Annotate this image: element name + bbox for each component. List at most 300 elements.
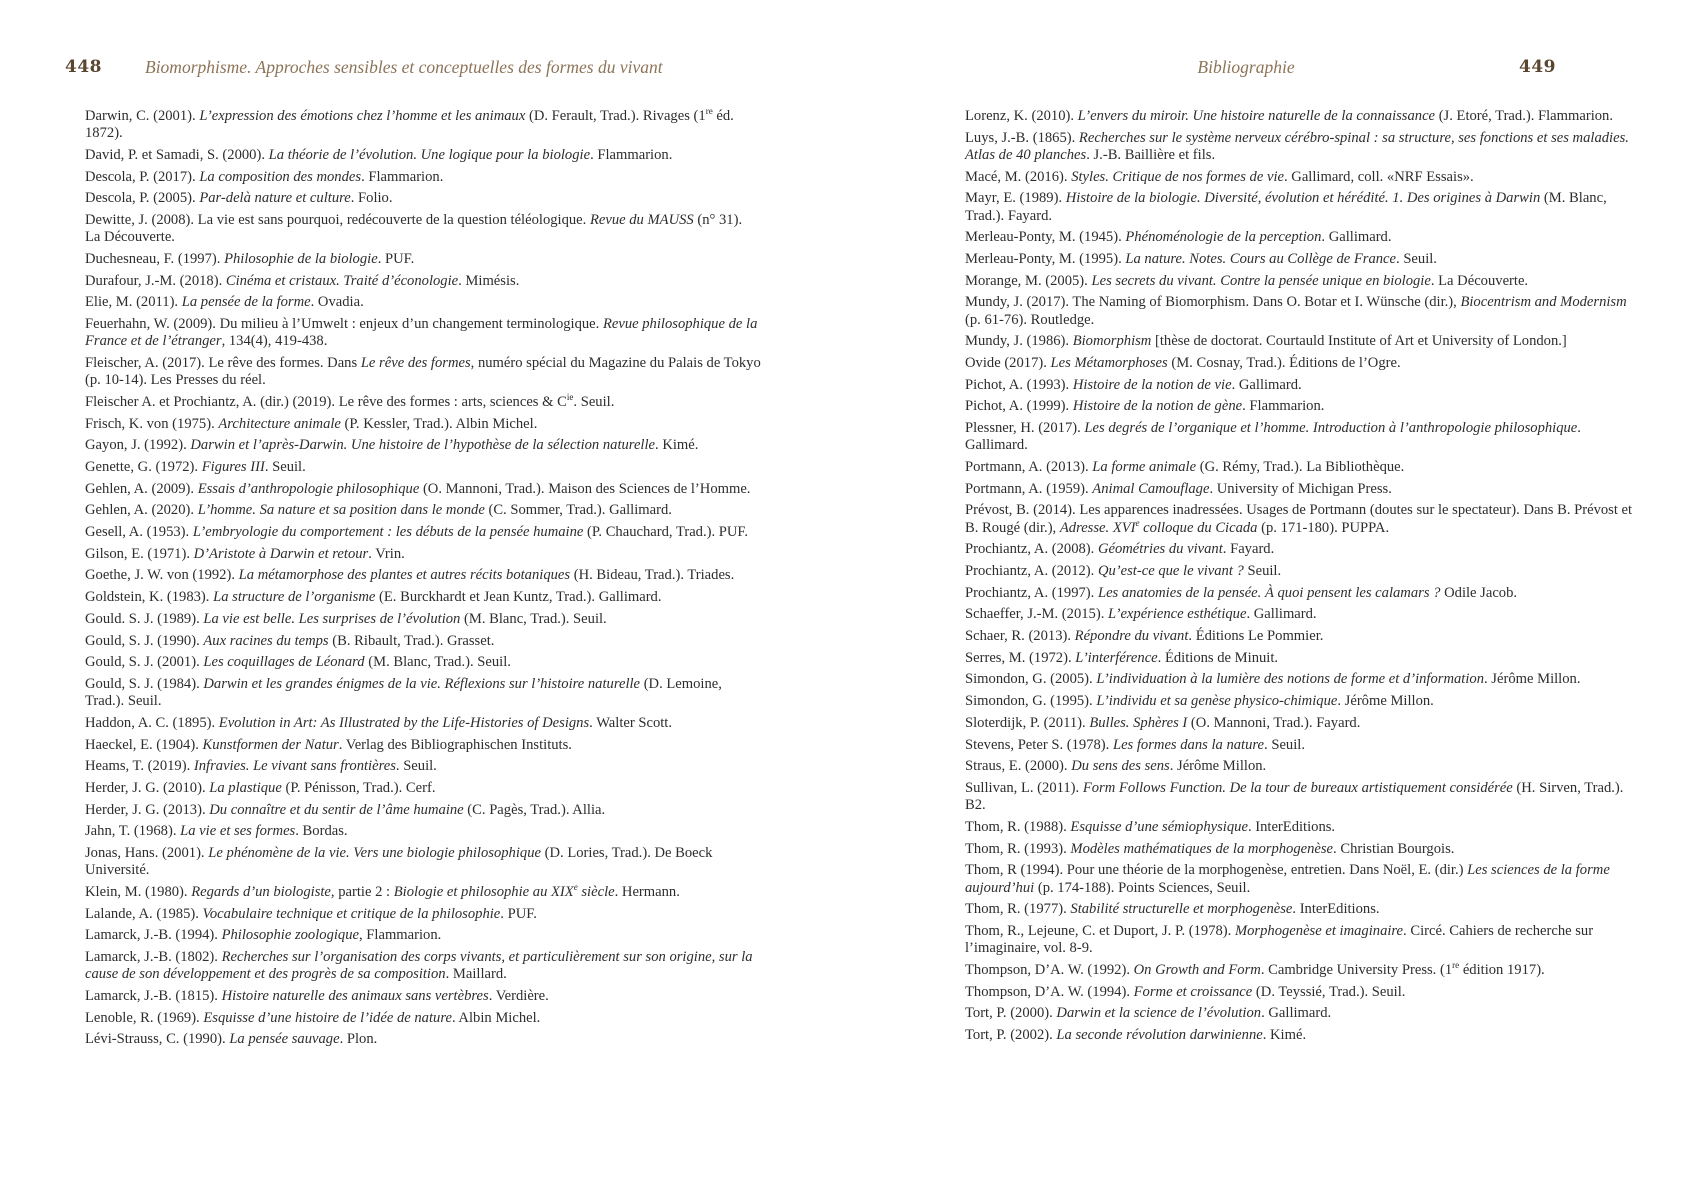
reference-text-segment: Heams, T. (2019). [85,758,194,775]
reference-entry [965,650,1637,667]
reference-entry [965,130,1637,164]
reference-entry [965,169,1637,186]
reference-text-segment: La plastique [209,780,282,796]
reference-text-segment: Darwin et les grandes énigmes de la vie. Réflexions sur l’histoire naturelle [203,675,641,692]
reference-text-segment: (C. Sommer, Trad.). Gallimard. [484,502,672,519]
reference-entry [965,190,1637,224]
reference-entry [85,823,761,840]
reference-text-segment: Klein, M. (1980). [85,884,192,901]
reference-text-segment: . Albin Michel. [451,1009,541,1026]
reference-text-segment: . Vrin. [368,545,405,562]
reference-text-segment: Herder, J. G. (2013). [85,801,210,818]
reference-text-segment: . Seuil. [573,393,615,410]
reference-text-segment: . Kimé. [1262,1026,1307,1043]
reference-entry [965,628,1637,645]
reference-entry [965,984,1637,1001]
reference-entry [85,391,761,411]
reference-text-segment: Schaeffer, J.-M. (2015). [965,606,1109,623]
reference-text-segment: Frisch, K. von (1975). [85,415,219,432]
reference-text-segment: Darwin, C. (2001). [85,108,200,124]
reference-entry [85,546,761,563]
reference-text-segment: Jonas, Hans. (2001). [85,845,209,862]
reference-entry [85,416,761,433]
reference-text-segment: Morphogenèse et imaginaire [1234,922,1404,939]
reference-text-segment: . University of Michigan Press. [1209,480,1392,497]
reference-text-segment: Herder, J. G. (2010). [85,780,210,796]
reference-text-segment: (M. Blanc, Trad.). Seuil. [364,654,511,671]
reference-text-segment: Revue du MAUSS [589,212,694,229]
reference-entry [85,949,761,983]
reference-text-segment: (H. Bideau, Trad.). Triades. [570,567,735,584]
reference-text-segment: Biomorphism [1072,333,1152,350]
reference-text-segment: (P. Chauchard, Trad.). PUF. [583,524,749,541]
reference-text-segment: Lorenz, K. (2010). [965,108,1078,124]
reference-text-segment: . Jérôme Millon. [1484,671,1581,688]
reference-entry [965,715,1637,732]
reference-text-segment: La vie est belle. Les surprises de l’évolution [203,610,461,627]
reference-text-segment: Dewitte, J. (2008). La vie est sans pourquoi, redécouverte de la question téléologique. [85,212,590,229]
reference-text-segment: Histoire de la notion de gène [1072,398,1243,415]
reference-text-segment: Lalande, A. (1985). [85,905,203,922]
reference-text-segment: L’envers du miroir. Une histoire naturelle de la connaissance [1077,108,1436,124]
reference-entry [965,959,1637,979]
reference-text-segment: L’homme. Sa nature et sa position dans le monde [197,502,485,519]
reference-text-segment: Stabilité structurelle et morphogenèse [1070,901,1293,918]
reference-entry [85,524,761,541]
reference-text-segment: Du connaître et du sentir de l’âme humaine [209,801,464,818]
reference-text-segment: Biologie et philosophie au XIX [393,884,574,901]
reference-text-segment: Cinéma et cristaux. Traité d’éconologie [225,272,459,289]
reference-text-segment: . Maillard. [445,966,507,983]
page-number-right: 449 [1519,57,1556,77]
reference-text-segment: , 134(4), 419-438. [221,333,328,350]
reference-text-segment: . Folio. [350,190,393,207]
reference-entry [85,251,761,268]
reference-text-segment: Gould. S. J. (1989). [85,610,204,627]
reference-text-segment: . Walter Scott. [589,714,673,731]
reference-text-segment: Macé, M. (2016). [965,168,1072,185]
reference-text-segment: Descola, P. (2017). [85,168,200,185]
reference-text-segment: La forme animale [1092,458,1197,475]
reference-entry [85,676,761,710]
reference-text-segment: Le phénomène de la vie. Vers une biologie philosophique [208,845,541,862]
reference-text-segment: . Seuil. [1264,736,1305,753]
reference-text-segment: La théorie de l’évolution. Une logique pour la biologie [268,146,591,163]
reference-text-segment: Haeckel, E. (1904). [85,736,203,753]
reference-text-segment: (H. Sirven, Trad.). B2. [965,780,1624,814]
reference-text-segment: (O. Mannoni, Trad.). Maison des Sciences de l’Homme. [419,480,751,497]
reference-text-segment: Revue philosophique de la France et de l’étranger [85,316,758,350]
reference-text-segment: Thom, R (1994). Pour une théorie de la morphogenèse, entretien. Dans Noël, E. (dir.) [965,862,1468,879]
reference-text-segment: . Gallimard. [1321,229,1392,246]
reference-text-segment: . Jérôme Millon. [1337,693,1434,710]
reference-text-segment: Philosophie de la biologie [224,250,378,267]
reference-text-segment: (M. Blanc, Trad.). Fayard. [965,190,1607,224]
reference-text-segment: Genette, G. (1972). [85,458,202,475]
reference-text-segment: . Jérôme Millon. [1169,758,1267,775]
reference-text-segment: Styles. Critique de nos formes de vie [1071,168,1284,185]
reference-text-segment: . Gallimard. [965,420,1581,454]
reference-text-segment: Fleischer A. et Prochiantz, A. (dir.) (2019). Le rêve des formes : arts, sciences & C [85,393,567,410]
reference-text-segment: Prochiantz, A. (1997). [965,584,1098,601]
reference-entry [85,884,761,901]
reference-text-segment: Architecture animale [218,415,341,432]
reference-entry [965,671,1637,688]
reference-text-segment: Plessner, H. (2017). [965,420,1085,437]
reference-entry [85,212,761,246]
reference-text-segment: L’interférence [1075,649,1158,666]
reference-entry [85,273,761,290]
reference-text-segment: Thom, R. (1988). [965,818,1071,835]
reference-entry [965,355,1637,372]
reference-text-segment: Qu’est-ce que le vivant ? [1097,562,1244,579]
reference-text-segment: Mundy, J. (2017). The Naming of Biomorphism. Dans O. Botar et I. Wünsche (dir.), [965,294,1461,311]
reference-text-segment: Essais d’anthropologie philosophique [197,480,420,497]
reference-text-segment: La seconde révolution darwinienne [1056,1026,1263,1043]
reference-entry [965,459,1637,476]
reference-text-segment: (G. Rémy, Trad.). La Bibliothèque. [1196,458,1405,475]
reference-text-segment: Par-delà nature et culture [199,190,351,207]
reference-entry [965,273,1637,290]
reference-text-segment: Recherches sur le système nerveux cérébro-spinal : sa structure, ses fonctions et ses maladies. Atlas de 40 planches [965,129,1629,163]
reference-text-segment: (D. Teyssié, Trad.). Seuil. [1252,983,1406,1000]
reference-text-segment: Gould, S. J. (1984). [85,675,204,692]
reference-text-segment: Simondon, G. (2005). [965,671,1097,688]
reference-entry [965,481,1637,498]
reference-text-segment: . Christian Bourgois. [1333,840,1455,857]
reference-entry [85,845,761,879]
reference-entry [85,355,761,389]
reference-text-segment: re [705,106,713,117]
reference-text-segment: La nature. Notes. Cours au Collège de France [1125,250,1397,267]
reference-entry [85,906,761,923]
reference-text-segment: Histoire naturelle des animaux sans vertèbres [221,988,489,1005]
reference-text-segment: . Hermann. [614,884,680,901]
reference-entry [965,819,1637,836]
reference-entry [85,988,761,1005]
reference-text-segment: Luys, J.-B. (1865). [965,129,1079,146]
reference-text-segment: Gehlen, A. (2020). [85,502,198,519]
reference-text-segment: siècle [577,884,615,901]
reference-text-segment: e [1135,517,1140,528]
reference-entry [85,169,761,186]
reference-entry [85,737,761,754]
running-title-left: Biomorphisme. Approches sensibles et conceptuelles des formes du vivant [145,57,663,77]
reference-text-segment: Animal Camouflage [1092,480,1210,497]
reference-text-segment: Pichot, A. (1993). [965,376,1073,393]
reference-text-segment: Les Métamorphoses [1050,354,1168,371]
reference-text-segment: Form Follows Function. De la tour de bureaux artistiquement considérée [1082,780,1513,796]
reference-text-segment: . PUF. [500,905,537,922]
reference-text-segment: Pichot, A. (1999). [965,398,1073,415]
reference-text-segment: . Mimésis. [458,272,520,289]
reference-entry [85,502,761,519]
reference-text-segment: , numéro spécial du Magazine du Palais de Tokyo (p. 10-14). Les Presses du réel. [85,354,761,389]
reference-text-segment: . Fayard. [1222,541,1275,558]
reference-text-segment: Feuerhahn, W. (2009). Du milieu à l’Umwelt : enjeux d’un changement terminologique. [85,316,603,333]
reference-entry [85,481,761,498]
reference-text-segment: La vie et ses formes [180,823,296,840]
reference-text-segment: . Seuil. [395,758,437,775]
reference-text-segment: . Circé. Cahiers de recherche sur l’imaginaire, vol. 8-9. [965,922,1594,957]
reference-text-segment: Les secrets du vivant. Contre la pensée unique en biologie [1091,272,1431,289]
reference-text-segment: Simondon, G. (1995). [965,693,1097,710]
reference-text-segment: Prochiantz, A. (2012). [965,562,1098,579]
reference-text-segment: Merleau-Ponty, M. (1995). [965,250,1126,267]
reference-text-segment: Lamarck, J.-B. (1802). [85,949,222,966]
reference-entry [965,862,1637,896]
reference-text-segment: Seuil. [1243,562,1282,579]
reference-text-segment: La structure de l’organisme [213,589,376,606]
reference-text-segment: (B. Ribault, Trad.). Grasset. [328,632,495,649]
reference-text-segment: Géométries du vivant [1097,541,1223,558]
reference-text-segment: . Verlag des Bibliographischen Instituts. [338,736,572,753]
reference-text-segment: Modèles mathématiques de la morphogenèse [1070,840,1334,857]
reference-entry [85,780,761,797]
reference-entry [965,294,1637,328]
reference-entry [965,901,1637,918]
reference-entry [965,780,1637,814]
reference-entry [965,563,1637,580]
reference-text-segment: Gesell, A. (1953). [85,524,193,541]
reference-text-segment: colloque du Cicada [1139,519,1258,536]
reference-text-segment: Descola, P. (2005). [85,190,200,207]
reference-text-segment: . Éditions de Minuit. [1157,649,1279,666]
reference-text-segment: Darwin et l’après-Darwin. Une histoire de l’hypothèse de la sélection naturelle [190,437,656,454]
reference-text-segment: On Growth and Form [1133,961,1261,978]
reference-text-segment: Forme et croissance [1133,983,1253,1000]
reference-text-segment: (P. Pénisson, Trad.). Cerf. [281,780,436,796]
reference-text-segment: Stevens, Peter S. (1978). [965,736,1113,753]
reference-entry [85,633,761,650]
reference-text-segment: Gould, S. J. (1990). [85,632,204,649]
running-title-right: Bibliographie [1197,57,1295,77]
reference-text-segment: Lévi-Strauss, C. (1990). [85,1031,230,1048]
reference-text-segment: Portmann, A. (2013). [965,458,1093,475]
reference-entry [85,654,761,671]
reference-text-segment: . Verdière. [488,988,549,1005]
reference-text-segment: Prochiantz, A. (2008). [965,541,1098,558]
reference-entry [85,316,761,350]
reference-text-segment: Biocentrism and Modernism [1460,294,1627,311]
reference-entry [965,606,1637,623]
reference-text-segment: Elie, M. (2011). [85,294,182,311]
reference-text-segment: Portmann, A. (1959). [965,480,1093,497]
reference-entry [965,229,1637,246]
reference-text-segment: Evolution in Art: As Illustrated by the Life-Histories of Designs [218,714,590,731]
reference-entry [965,502,1637,536]
reference-text-segment: Durafour, J.-M. (2018). [85,272,226,289]
reference-text-segment: Bulles. Sphères I [1089,714,1188,731]
reference-text-segment: Kunstformen der Natur [202,736,339,753]
reference-text-segment: Esquisse d’une sémiophysique [1070,818,1248,835]
reference-text-segment: . InterEditions. [1247,818,1336,835]
reference-text-segment: David, P. et Samadi, S. (2000). [85,146,269,163]
reference-text-segment: . Bordas. [295,823,348,840]
reference-text-segment: (M. Blanc, Trad.). Seuil. [460,610,607,627]
reference-text-segment: Serres, M. (1972). [965,649,1076,666]
reference-entry [85,147,761,164]
reference-text-segment: Les formes dans la nature [1112,736,1265,753]
reference-text-segment: Duchesneau, F. (1997). [85,250,225,267]
reference-text-segment: . PUF. [377,250,415,267]
reference-text-segment: Aux racines du temps [203,632,329,649]
reference-text-segment: Du sens des sens [1071,758,1170,775]
reference-entry [965,841,1637,858]
reference-text-segment: éd. 1872). [85,108,734,142]
reference-text-segment: (D. Lemoine, Trad.). Seuil. [85,675,722,710]
reference-text-segment: Ovide (2017). [965,354,1051,371]
reference-text-segment: e [573,882,578,893]
reference-entry [965,420,1637,454]
reference-text-segment: Tort, P. (2000). [965,1005,1057,1022]
reference-text-segment: Fleischer, A. (2017). Le rêve des formes. Dans [85,354,361,371]
reference-text-segment: Infravies. Le vivant sans frontières [193,758,396,775]
reference-text-segment: Straus, E. (2000). [965,758,1072,775]
reference-text-segment: . Gallimard. [1261,1005,1332,1022]
reference-entry [965,923,1637,957]
references-left [85,108,761,1053]
reference-text-segment: Gayon, J. (1992). [85,437,191,454]
reference-text-segment: Thom, R. (1993). [965,840,1071,857]
reference-text-segment: (p. 61-76). Routledge. [965,311,1095,328]
reference-text-segment: . Cambridge University Press. (1 [1260,961,1453,978]
reference-text-segment: Les coquillages de Léonard [203,654,365,671]
reference-text-segment: , Flammarion. [359,927,442,944]
reference-text-segment: Thompson, D’A. W. (1994). [965,983,1134,1000]
reference-text-segment: . Kimé. [655,437,699,454]
reference-text-segment: Mundy, J. (1986). [965,333,1073,350]
reference-text-segment: Répondre du vivant [1074,628,1189,645]
reference-text-segment: édition 1917). [1459,961,1545,978]
reference-text-segment: Esquisse d’une histoire de l’idée de nature [203,1009,452,1026]
reference-text-segment: Jahn, T. (1968). [85,823,181,840]
reference-entry [85,1031,761,1048]
reference-entry [965,108,1637,125]
reference-text-segment: La pensée sauvage [229,1031,340,1048]
reference-text-segment: Vocabulaire technique et critique de la philosophie [202,905,501,922]
reference-text-segment: Lenoble, R. (1969). [85,1009,204,1026]
reference-text-segment: (J. Etoré, Trad.). Flammarion. [1435,108,1613,124]
reference-text-segment: Lamarck, J.-B. (1994). [85,927,222,944]
reference-entry [965,251,1637,268]
reference-text-segment: Goethe, J. W. von (1992). [85,567,239,584]
reference-text-segment: Histoire de la notion de vie [1072,376,1232,393]
reference-entry [85,758,761,775]
reference-text-segment: Adresse. XVI [1059,519,1136,536]
reference-entry [965,737,1637,754]
reference-text-segment: (C. Pagès, Trad.). Allia. [463,801,606,818]
reference-text-segment: Les degrés de l’organique et l’homme. Introduction à l’anthropologie philosophique [1084,420,1578,437]
reference-text-segment: (p. 174-188). Points Sciences, Seuil. [1034,879,1251,896]
reference-text-segment: re [1452,959,1460,970]
reference-text-segment: Thom, R. (1977). [965,901,1071,918]
reference-text-segment: . Gallimard, coll. «NRF Essais». [1283,168,1474,185]
reference-text-segment: Les sciences de la forme aujourd’hui [965,862,1610,896]
reference-text-segment: Philosophie zoologique [221,927,359,944]
reference-text-segment: Gould, S. J. (2001). [85,654,204,671]
reference-text-segment: Histoire de la biologie. Diversité, évolution et hérédité. 1. Des origines à Darwin [1065,190,1541,207]
reference-text-segment: . Éditions Le Pommier. [1188,628,1324,645]
reference-text-segment: Prévost, B. (2014). Les apparences inadressées. Usages de Portmann (doutes sur le spectateur). Dans B. Prévost et B. Rougé (dir.), [965,502,1633,536]
reference-text-segment: (M. Cosnay, Trad.). Éditions de l’Ogre. [1167,354,1401,371]
reference-text-segment: . Seuil. [264,458,306,475]
reference-entry [85,190,761,207]
reference-text-segment: (D. Ferault, Trad.). Rivages (1 [525,108,706,124]
reference-entry [85,611,761,628]
reference-text-segment: Thompson, D’A. W. (1992). [965,961,1134,978]
reference-text-segment: D’Aristote à Darwin et retour [193,545,369,562]
reference-entry [85,927,761,944]
reference-entry [85,589,761,606]
reference-text-segment: L’embryologie du comportement : les débuts de la pensée humaine [192,524,584,541]
reference-entry [965,377,1637,394]
reference-text-segment: Darwin et la science de l’évolution [1056,1005,1262,1022]
reference-text-segment: (P. Kessler, Trad.). Albin Michel. [340,415,538,432]
reference-entry [85,567,761,584]
reference-entry [965,585,1637,602]
reference-text-segment: Phénoménologie de la perception [1125,229,1322,246]
reference-text-segment: . Flammarion. [1242,398,1325,415]
reference-text-segment: L’individuation à la lumière des notions de forme et d’information [1096,671,1484,688]
reference-text-segment: Odile Jacob. [1440,584,1518,601]
reference-text-segment: L’expression des émotions chez l’homme et les animaux [199,108,526,124]
reference-text-segment: La métamorphose des plantes et autres récits botaniques [238,567,571,584]
references-right [965,108,1637,1049]
reference-entry [85,108,761,142]
reference-text-segment: La composition des mondes [199,168,362,185]
reference-text-segment: Schaer, R. (2013). [965,628,1075,645]
reference-text-segment: . J.-B. Baillière et fils. [1086,146,1216,163]
reference-text-segment: (D. Lories, Trad.). De Boeck Université. [85,845,713,879]
reference-text-segment: Les anatomies de la pensée. À quoi pensent les calamars ? [1097,584,1441,601]
reference-text-segment: Gehlen, A. (2009). [85,480,198,497]
reference-text-segment: Haddon, A. C. (1895). [85,714,219,731]
reference-text-segment: (E. Burckhardt et Jean Kuntz, Trad.). Gallimard. [375,589,662,606]
reference-entry [965,541,1637,558]
reference-text-segment: Gilson, E. (1971). [85,545,194,562]
reference-text-segment: , partie 2 : [330,884,394,901]
reference-text-segment: . Gallimard. [1231,376,1302,393]
reference-entry [85,459,761,476]
reference-text-segment: Tort, P. (2002). [965,1026,1057,1043]
reference-text-segment: (n° 31). La Découverte. [85,212,743,246]
reference-text-segment: Morange, M. (2005). [965,272,1092,289]
reference-text-segment: L’expérience esthétique [1108,606,1247,623]
reference-entry [85,294,761,311]
reference-entry [85,437,761,454]
reference-entry [85,1010,761,1027]
reference-text-segment: Le rêve des formes [360,354,471,371]
reference-entry [965,758,1637,775]
reference-text-segment: . Plon. [339,1031,378,1048]
reference-text-segment: . Gallimard. [1246,606,1317,623]
page-number-left: 448 [65,57,102,77]
reference-entry [85,715,761,732]
reference-text-segment: La pensée de la forme [181,294,311,311]
reference-text-segment: Mayr, E. (1989). [965,190,1066,207]
reference-text-segment: Recherches sur l’organisation des corps vivants, et particulièrement sur son origine, sur la cause de son développement et des progrès de sa composition [85,949,753,983]
reference-text-segment: (p. 171-180). PUPPA. [1257,519,1390,536]
reference-text-segment: . Seuil. [1396,250,1437,267]
reference-text-segment: . Flammarion. [590,146,673,163]
reference-text-segment: ie [566,391,574,402]
reference-entry [965,1005,1637,1022]
reference-entry [965,398,1637,415]
reference-text-segment: Goldstein, K. (1983). [85,589,214,606]
reference-text-segment: Figures III [201,458,265,475]
reference-text-segment: Merleau-Ponty, M. (1945). [965,229,1126,246]
